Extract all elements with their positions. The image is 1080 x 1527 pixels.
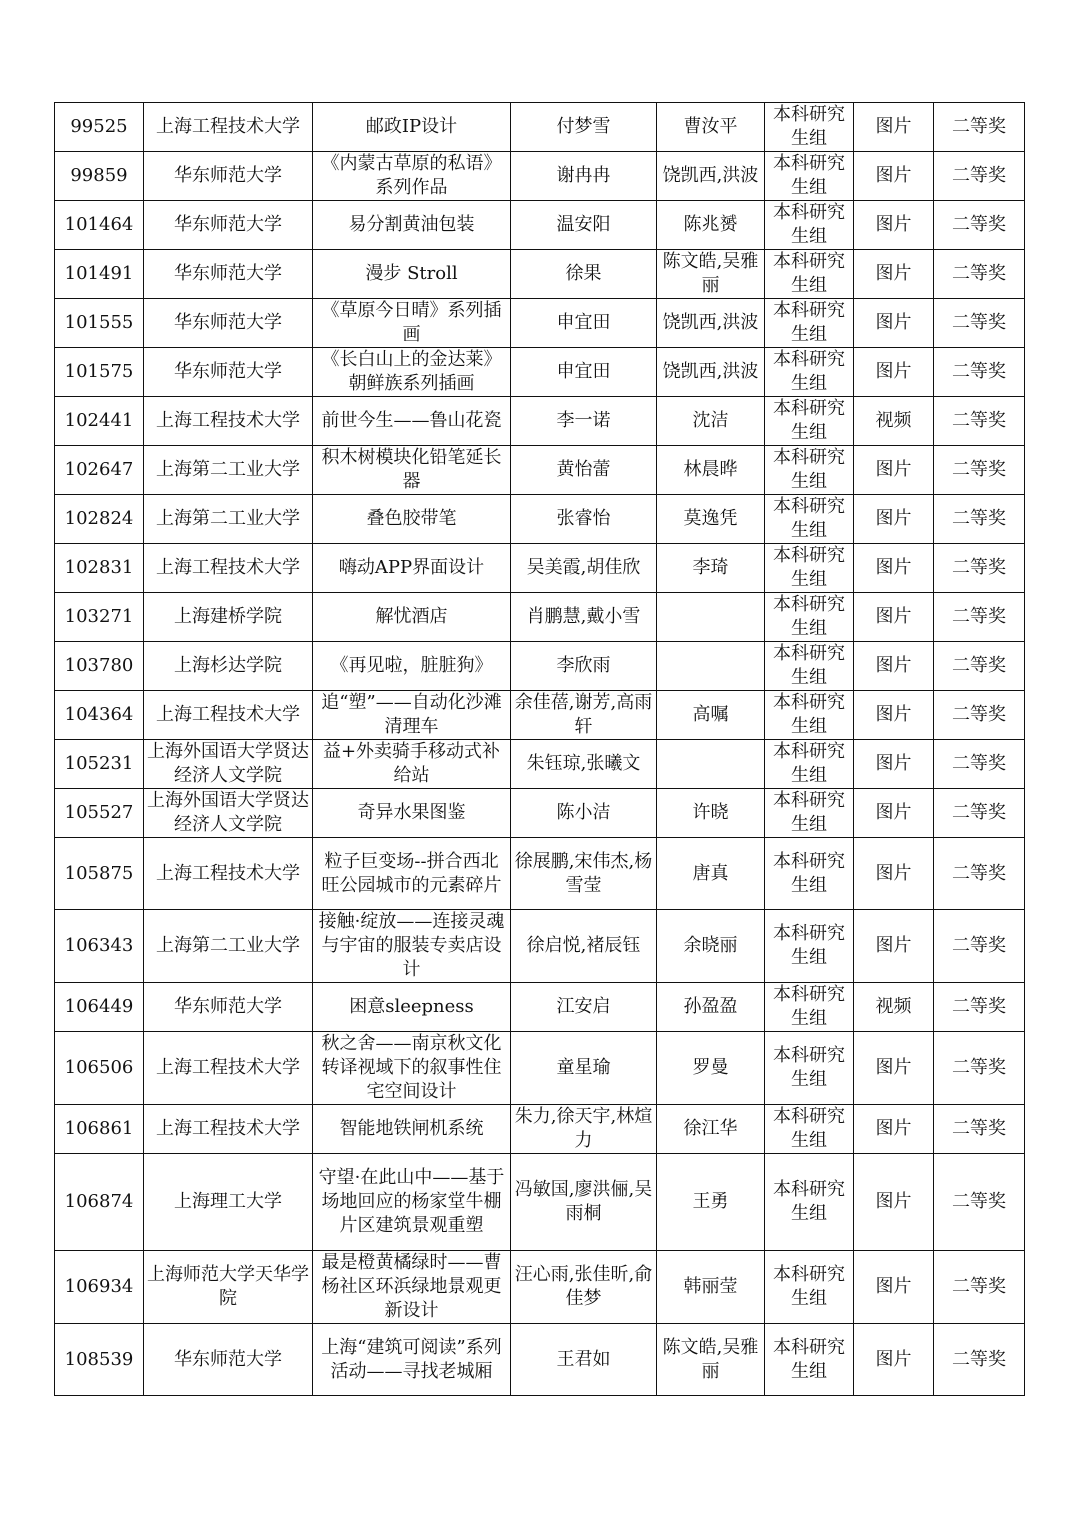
- table-row: [55, 544, 1025, 593]
- table-row: [55, 1324, 1025, 1396]
- cell-id: 103780: [55, 642, 144, 691]
- cell-title: 秋之舍——南京秋文化转译视域下的叙事性住宅空间设计: [313, 1032, 511, 1105]
- cell-award: 二等奖: [934, 446, 1025, 495]
- award-table-container: [54, 102, 1025, 1396]
- cell-advisor: 许晓: [657, 789, 765, 838]
- cell-authors: 申宜田: [511, 299, 657, 348]
- cell-authors: 付梦雪: [511, 103, 657, 152]
- cell-award: 二等奖: [934, 740, 1025, 789]
- cell-group: 本科研究生组: [765, 397, 854, 446]
- cell-advisor: 徐江华: [657, 1105, 765, 1154]
- cell-id: 99525: [55, 103, 144, 152]
- table-row: [55, 397, 1025, 446]
- cell-school: 上海工程技术大学: [144, 397, 313, 446]
- cell-advisor: 陈兆赟: [657, 201, 765, 250]
- cell-id: 108539: [55, 1324, 144, 1396]
- cell-type: 视频: [854, 397, 934, 446]
- cell-title: 《长白山上的金达莱》朝鲜族系列插画: [313, 348, 511, 397]
- table-row: [55, 1251, 1025, 1324]
- cell-school: 华东师范大学: [144, 983, 313, 1032]
- cell-award: 二等奖: [934, 910, 1025, 983]
- cell-award: 二等奖: [934, 789, 1025, 838]
- cell-group: 本科研究生组: [765, 201, 854, 250]
- cell-type: 图片: [854, 1324, 934, 1396]
- cell-group: 本科研究生组: [765, 691, 854, 740]
- cell-id: 102824: [55, 495, 144, 544]
- cell-advisor: 饶凯西,洪波: [657, 152, 765, 201]
- cell-title: 积木树模块化铅笔延长器: [313, 446, 511, 495]
- cell-authors: 陈小洁: [511, 789, 657, 838]
- cell-award: 二等奖: [934, 348, 1025, 397]
- cell-type: 图片: [854, 910, 934, 983]
- table-row: [55, 495, 1025, 544]
- cell-award: 二等奖: [934, 201, 1025, 250]
- cell-authors: 李欣雨: [511, 642, 657, 691]
- cell-school: 上海建桥学院: [144, 593, 313, 642]
- cell-id: 101464: [55, 201, 144, 250]
- cell-id: 106449: [55, 983, 144, 1032]
- cell-advisor: 饶凯西,洪波: [657, 299, 765, 348]
- award-table: [54, 102, 1025, 1396]
- cell-school: 上海外国语大学贤达经济人文学院: [144, 789, 313, 838]
- cell-authors: 肖鹏慧,戴小雪: [511, 593, 657, 642]
- cell-group: 本科研究生组: [765, 250, 854, 299]
- cell-title: 追“塑”——自动化沙滩清理车: [313, 691, 511, 740]
- cell-title: 守望·在此山中——基于场地回应的杨家堂牛棚片区建筑景观重塑: [313, 1154, 511, 1251]
- table-row: [55, 201, 1025, 250]
- cell-type: 图片: [854, 1154, 934, 1251]
- cell-authors: 朱钰琼,张曦文: [511, 740, 657, 789]
- cell-id: 101575: [55, 348, 144, 397]
- cell-group: 本科研究生组: [765, 838, 854, 910]
- cell-school: 上海工程技术大学: [144, 838, 313, 910]
- cell-school: 上海外国语大学贤达经济人文学院: [144, 740, 313, 789]
- cell-award: 二等奖: [934, 691, 1025, 740]
- cell-id: 103271: [55, 593, 144, 642]
- cell-advisor: 林晨晔: [657, 446, 765, 495]
- cell-id: 102441: [55, 397, 144, 446]
- cell-title: 解忧酒店: [313, 593, 511, 642]
- cell-advisor: 李琦: [657, 544, 765, 593]
- cell-school: 上海工程技术大学: [144, 691, 313, 740]
- cell-type: 图片: [854, 201, 934, 250]
- cell-type: 图片: [854, 495, 934, 544]
- cell-school: 华东师范大学: [144, 348, 313, 397]
- cell-title: 《再见啦，脏脏狗》: [313, 642, 511, 691]
- cell-school: 华东师范大学: [144, 1324, 313, 1396]
- cell-award: 二等奖: [934, 250, 1025, 299]
- cell-group: 本科研究生组: [765, 103, 854, 152]
- cell-school: 上海第二工业大学: [144, 910, 313, 983]
- cell-group: 本科研究生组: [765, 642, 854, 691]
- cell-group: 本科研究生组: [765, 1324, 854, 1396]
- cell-id: 102647: [55, 446, 144, 495]
- table-row: [55, 983, 1025, 1032]
- cell-title: 前世今生——鲁山花瓷: [313, 397, 511, 446]
- cell-group: 本科研究生组: [765, 1251, 854, 1324]
- cell-title: 奇异水果图鉴: [313, 789, 511, 838]
- cell-school: 华东师范大学: [144, 152, 313, 201]
- cell-advisor: 唐真: [657, 838, 765, 910]
- table-row: [55, 691, 1025, 740]
- cell-title: 易分割黄油包装: [313, 201, 511, 250]
- cell-group: 本科研究生组: [765, 910, 854, 983]
- cell-type: 图片: [854, 789, 934, 838]
- cell-school: 上海师范大学天华学院: [144, 1251, 313, 1324]
- cell-advisor: 王勇: [657, 1154, 765, 1251]
- cell-authors: 李一诺: [511, 397, 657, 446]
- cell-school: 上海理工大学: [144, 1154, 313, 1251]
- cell-authors: 徐展鹏,宋伟杰,杨雪莹: [511, 838, 657, 910]
- cell-award: 二等奖: [934, 544, 1025, 593]
- cell-type: 图片: [854, 544, 934, 593]
- table-row: [55, 299, 1025, 348]
- cell-title: 漫步 Stroll: [313, 250, 511, 299]
- cell-award: 二等奖: [934, 495, 1025, 544]
- cell-group: 本科研究生组: [765, 544, 854, 593]
- cell-group: 本科研究生组: [765, 495, 854, 544]
- cell-school: 华东师范大学: [144, 201, 313, 250]
- cell-title: 叠色胶带笔: [313, 495, 511, 544]
- cell-advisor: 余晓丽: [657, 910, 765, 983]
- table-row: [55, 250, 1025, 299]
- cell-id: 105875: [55, 838, 144, 910]
- cell-type: 图片: [854, 348, 934, 397]
- cell-award: 二等奖: [934, 103, 1025, 152]
- cell-award: 二等奖: [934, 838, 1025, 910]
- cell-type: 图片: [854, 152, 934, 201]
- cell-school: 上海第二工业大学: [144, 446, 313, 495]
- cell-group: 本科研究生组: [765, 1032, 854, 1105]
- cell-title: 接触·绽放——连接灵魂与宇宙的服装专卖店设计: [313, 910, 511, 983]
- cell-type: 图片: [854, 642, 934, 691]
- cell-authors: 谢冉冉: [511, 152, 657, 201]
- cell-group: 本科研究生组: [765, 789, 854, 838]
- cell-award: 二等奖: [934, 1251, 1025, 1324]
- cell-school: 上海杉达学院: [144, 642, 313, 691]
- cell-authors: 童星瑜: [511, 1032, 657, 1105]
- table-row: [55, 446, 1025, 495]
- cell-authors: 张睿怡: [511, 495, 657, 544]
- cell-school: 上海工程技术大学: [144, 1032, 313, 1105]
- table-row: [55, 1032, 1025, 1105]
- cell-id: 102831: [55, 544, 144, 593]
- cell-authors: 徐果: [511, 250, 657, 299]
- cell-title: 粒子巨变场--拼合西北旺公园城市的元素碎片: [313, 838, 511, 910]
- cell-id: 105231: [55, 740, 144, 789]
- cell-advisor: 陈文皓,吴雅丽: [657, 250, 765, 299]
- cell-group: 本科研究生组: [765, 446, 854, 495]
- cell-award: 二等奖: [934, 1032, 1025, 1105]
- cell-authors: 温安阳: [511, 201, 657, 250]
- cell-type: 图片: [854, 691, 934, 740]
- cell-school: 上海工程技术大学: [144, 544, 313, 593]
- cell-award: 二等奖: [934, 1324, 1025, 1396]
- cell-group: 本科研究生组: [765, 1154, 854, 1251]
- cell-school: 上海工程技术大学: [144, 103, 313, 152]
- cell-id: 104364: [55, 691, 144, 740]
- cell-authors: 汪心雨,张佳昕,俞佳梦: [511, 1251, 657, 1324]
- cell-group: 本科研究生组: [765, 593, 854, 642]
- cell-type: 图片: [854, 838, 934, 910]
- table-row: [55, 1154, 1025, 1251]
- cell-authors: 申宜田: [511, 348, 657, 397]
- cell-school: 华东师范大学: [144, 299, 313, 348]
- cell-award: 二等奖: [934, 1105, 1025, 1154]
- cell-title: 嗨动APP界面设计: [313, 544, 511, 593]
- cell-school: 上海工程技术大学: [144, 1105, 313, 1154]
- table-row: [55, 642, 1025, 691]
- cell-title: 上海“建筑可阅读”系列活动——寻找老城厢: [313, 1324, 511, 1396]
- cell-award: 二等奖: [934, 1154, 1025, 1251]
- cell-id: 106861: [55, 1105, 144, 1154]
- cell-title: 智能地铁闸机系统: [313, 1105, 511, 1154]
- cell-authors: 冯敏国,廖洪俪,吴雨桐: [511, 1154, 657, 1251]
- cell-type: 图片: [854, 299, 934, 348]
- cell-id: 101555: [55, 299, 144, 348]
- cell-group: 本科研究生组: [765, 152, 854, 201]
- cell-authors: 王君如: [511, 1324, 657, 1396]
- cell-type: 图片: [854, 593, 934, 642]
- cell-award: 二等奖: [934, 642, 1025, 691]
- cell-advisor: 莫逸凭: [657, 495, 765, 544]
- table-row: [55, 910, 1025, 983]
- cell-id: 105527: [55, 789, 144, 838]
- cell-group: 本科研究生组: [765, 299, 854, 348]
- cell-authors: 吴美霞,胡佳欣: [511, 544, 657, 593]
- table-row: [55, 789, 1025, 838]
- cell-id: 106874: [55, 1154, 144, 1251]
- cell-award: 二等奖: [934, 397, 1025, 446]
- table-row: [55, 348, 1025, 397]
- cell-id: 99859: [55, 152, 144, 201]
- cell-school: 华东师范大学: [144, 250, 313, 299]
- cell-title: 困意sleepness: [313, 983, 511, 1032]
- cell-id: 106506: [55, 1032, 144, 1105]
- cell-advisor: [657, 593, 765, 642]
- cell-type: 图片: [854, 1032, 934, 1105]
- table-row: [55, 103, 1025, 152]
- cell-advisor: 陈文皓,吴雅丽: [657, 1324, 765, 1396]
- cell-advisor: 饶凯西,洪波: [657, 348, 765, 397]
- cell-group: 本科研究生组: [765, 983, 854, 1032]
- cell-title: 最是橙黄橘绿时——曹杨社区环浜绿地景观更新设计: [313, 1251, 511, 1324]
- table-row: [55, 593, 1025, 642]
- cell-award: 二等奖: [934, 299, 1025, 348]
- cell-authors: 徐启悦,褚辰钰: [511, 910, 657, 983]
- cell-id: 101491: [55, 250, 144, 299]
- cell-type: 视频: [854, 983, 934, 1032]
- cell-advisor: 罗曼: [657, 1032, 765, 1105]
- cell-id: 106343: [55, 910, 144, 983]
- cell-type: 图片: [854, 103, 934, 152]
- cell-advisor: 孙盈盈: [657, 983, 765, 1032]
- cell-advisor: 曹汝平: [657, 103, 765, 152]
- cell-type: 图片: [854, 446, 934, 495]
- cell-title: 邮政IP设计: [313, 103, 511, 152]
- cell-award: 二等奖: [934, 983, 1025, 1032]
- cell-advisor: [657, 642, 765, 691]
- cell-title: 《草原今日晴》系列插画: [313, 299, 511, 348]
- table-row: [55, 1105, 1025, 1154]
- cell-award: 二等奖: [934, 593, 1025, 642]
- cell-group: 本科研究生组: [765, 1105, 854, 1154]
- cell-school: 上海第二工业大学: [144, 495, 313, 544]
- cell-type: 图片: [854, 250, 934, 299]
- cell-authors: 余佳蓓,谢芳,高雨轩: [511, 691, 657, 740]
- cell-award: 二等奖: [934, 152, 1025, 201]
- cell-type: 图片: [854, 740, 934, 789]
- table-row: [55, 740, 1025, 789]
- cell-authors: 江安启: [511, 983, 657, 1032]
- cell-id: 106934: [55, 1251, 144, 1324]
- cell-type: 图片: [854, 1251, 934, 1324]
- table-row: [55, 152, 1025, 201]
- table-row: [55, 838, 1025, 910]
- cell-title: 益+外卖骑手移动式补给站: [313, 740, 511, 789]
- cell-authors: 黄怡蕾: [511, 446, 657, 495]
- cell-type: 图片: [854, 1105, 934, 1154]
- cell-advisor: 高嘱: [657, 691, 765, 740]
- cell-advisor: 沈洁: [657, 397, 765, 446]
- cell-advisor: [657, 740, 765, 789]
- cell-group: 本科研究生组: [765, 348, 854, 397]
- cell-authors: 朱力,徐天宇,林煊力: [511, 1105, 657, 1154]
- cell-group: 本科研究生组: [765, 740, 854, 789]
- cell-title: 《内蒙古草原的私语》系列作品: [313, 152, 511, 201]
- cell-advisor: 韩丽莹: [657, 1251, 765, 1324]
